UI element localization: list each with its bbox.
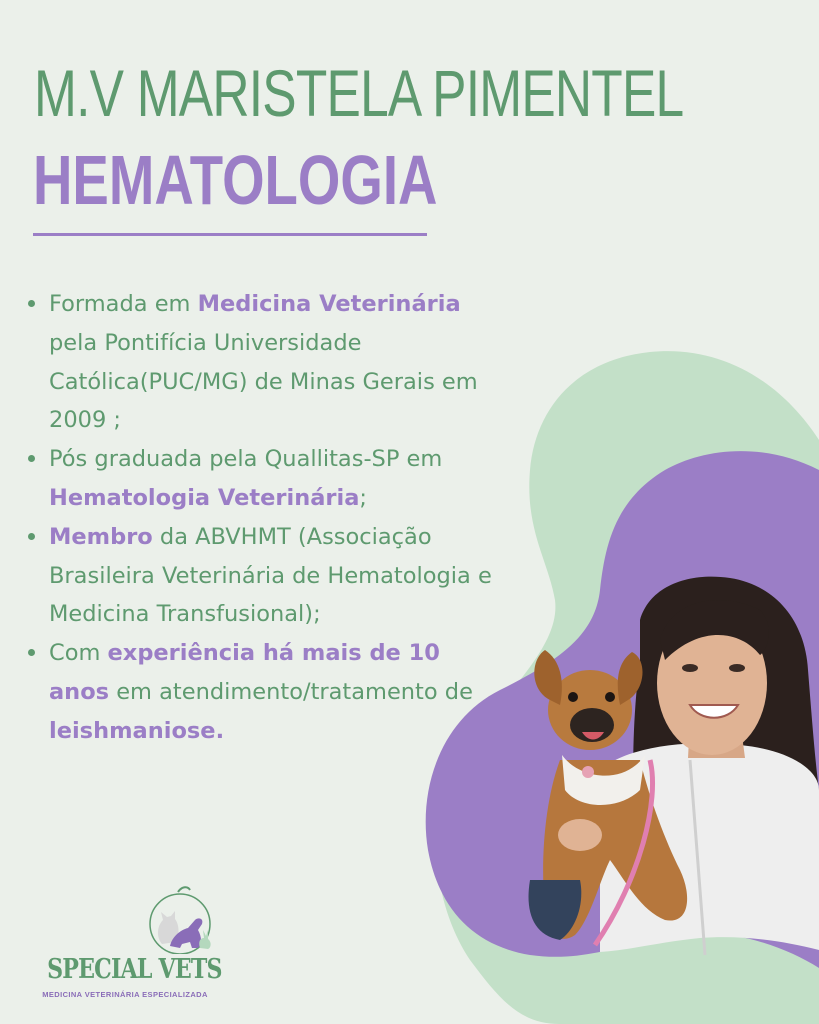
- title-divider: [33, 233, 427, 236]
- logo-wordmark: SPECIAL VETS: [47, 954, 222, 985]
- pets-emblem-icon: [30, 882, 220, 954]
- bio-item-membership: Membro da ABVHMT (Associação Brasileira Veterinária de Hematologia e Medicina Transfusional);: [22, 518, 492, 634]
- bio-item-education: Formada em Medicina Veterinária pela Pontifícia Universidade Católica(PUC/MG) de Minas Gerais em 2009 ;: [22, 285, 492, 440]
- logo-tagline: MEDICINA VETERINÁRIA ESPECIALIZADA: [42, 990, 208, 999]
- bio-list: [22, 285, 492, 751]
- bio-item-experience: Com experiência há mais de 10 anos em atendimento/tratamento de leishmaniose.: [22, 634, 492, 750]
- specialty-heading: HEMATOLOGIA: [33, 141, 438, 219]
- vet-name-title: M.V MARISTELA PIMENTEL: [34, 56, 684, 130]
- bio-item-postgrad: Pós graduada pela Quallitas-SP em Hematologia Veterinária;: [22, 440, 492, 518]
- special-vets-logo: [30, 882, 220, 1002]
